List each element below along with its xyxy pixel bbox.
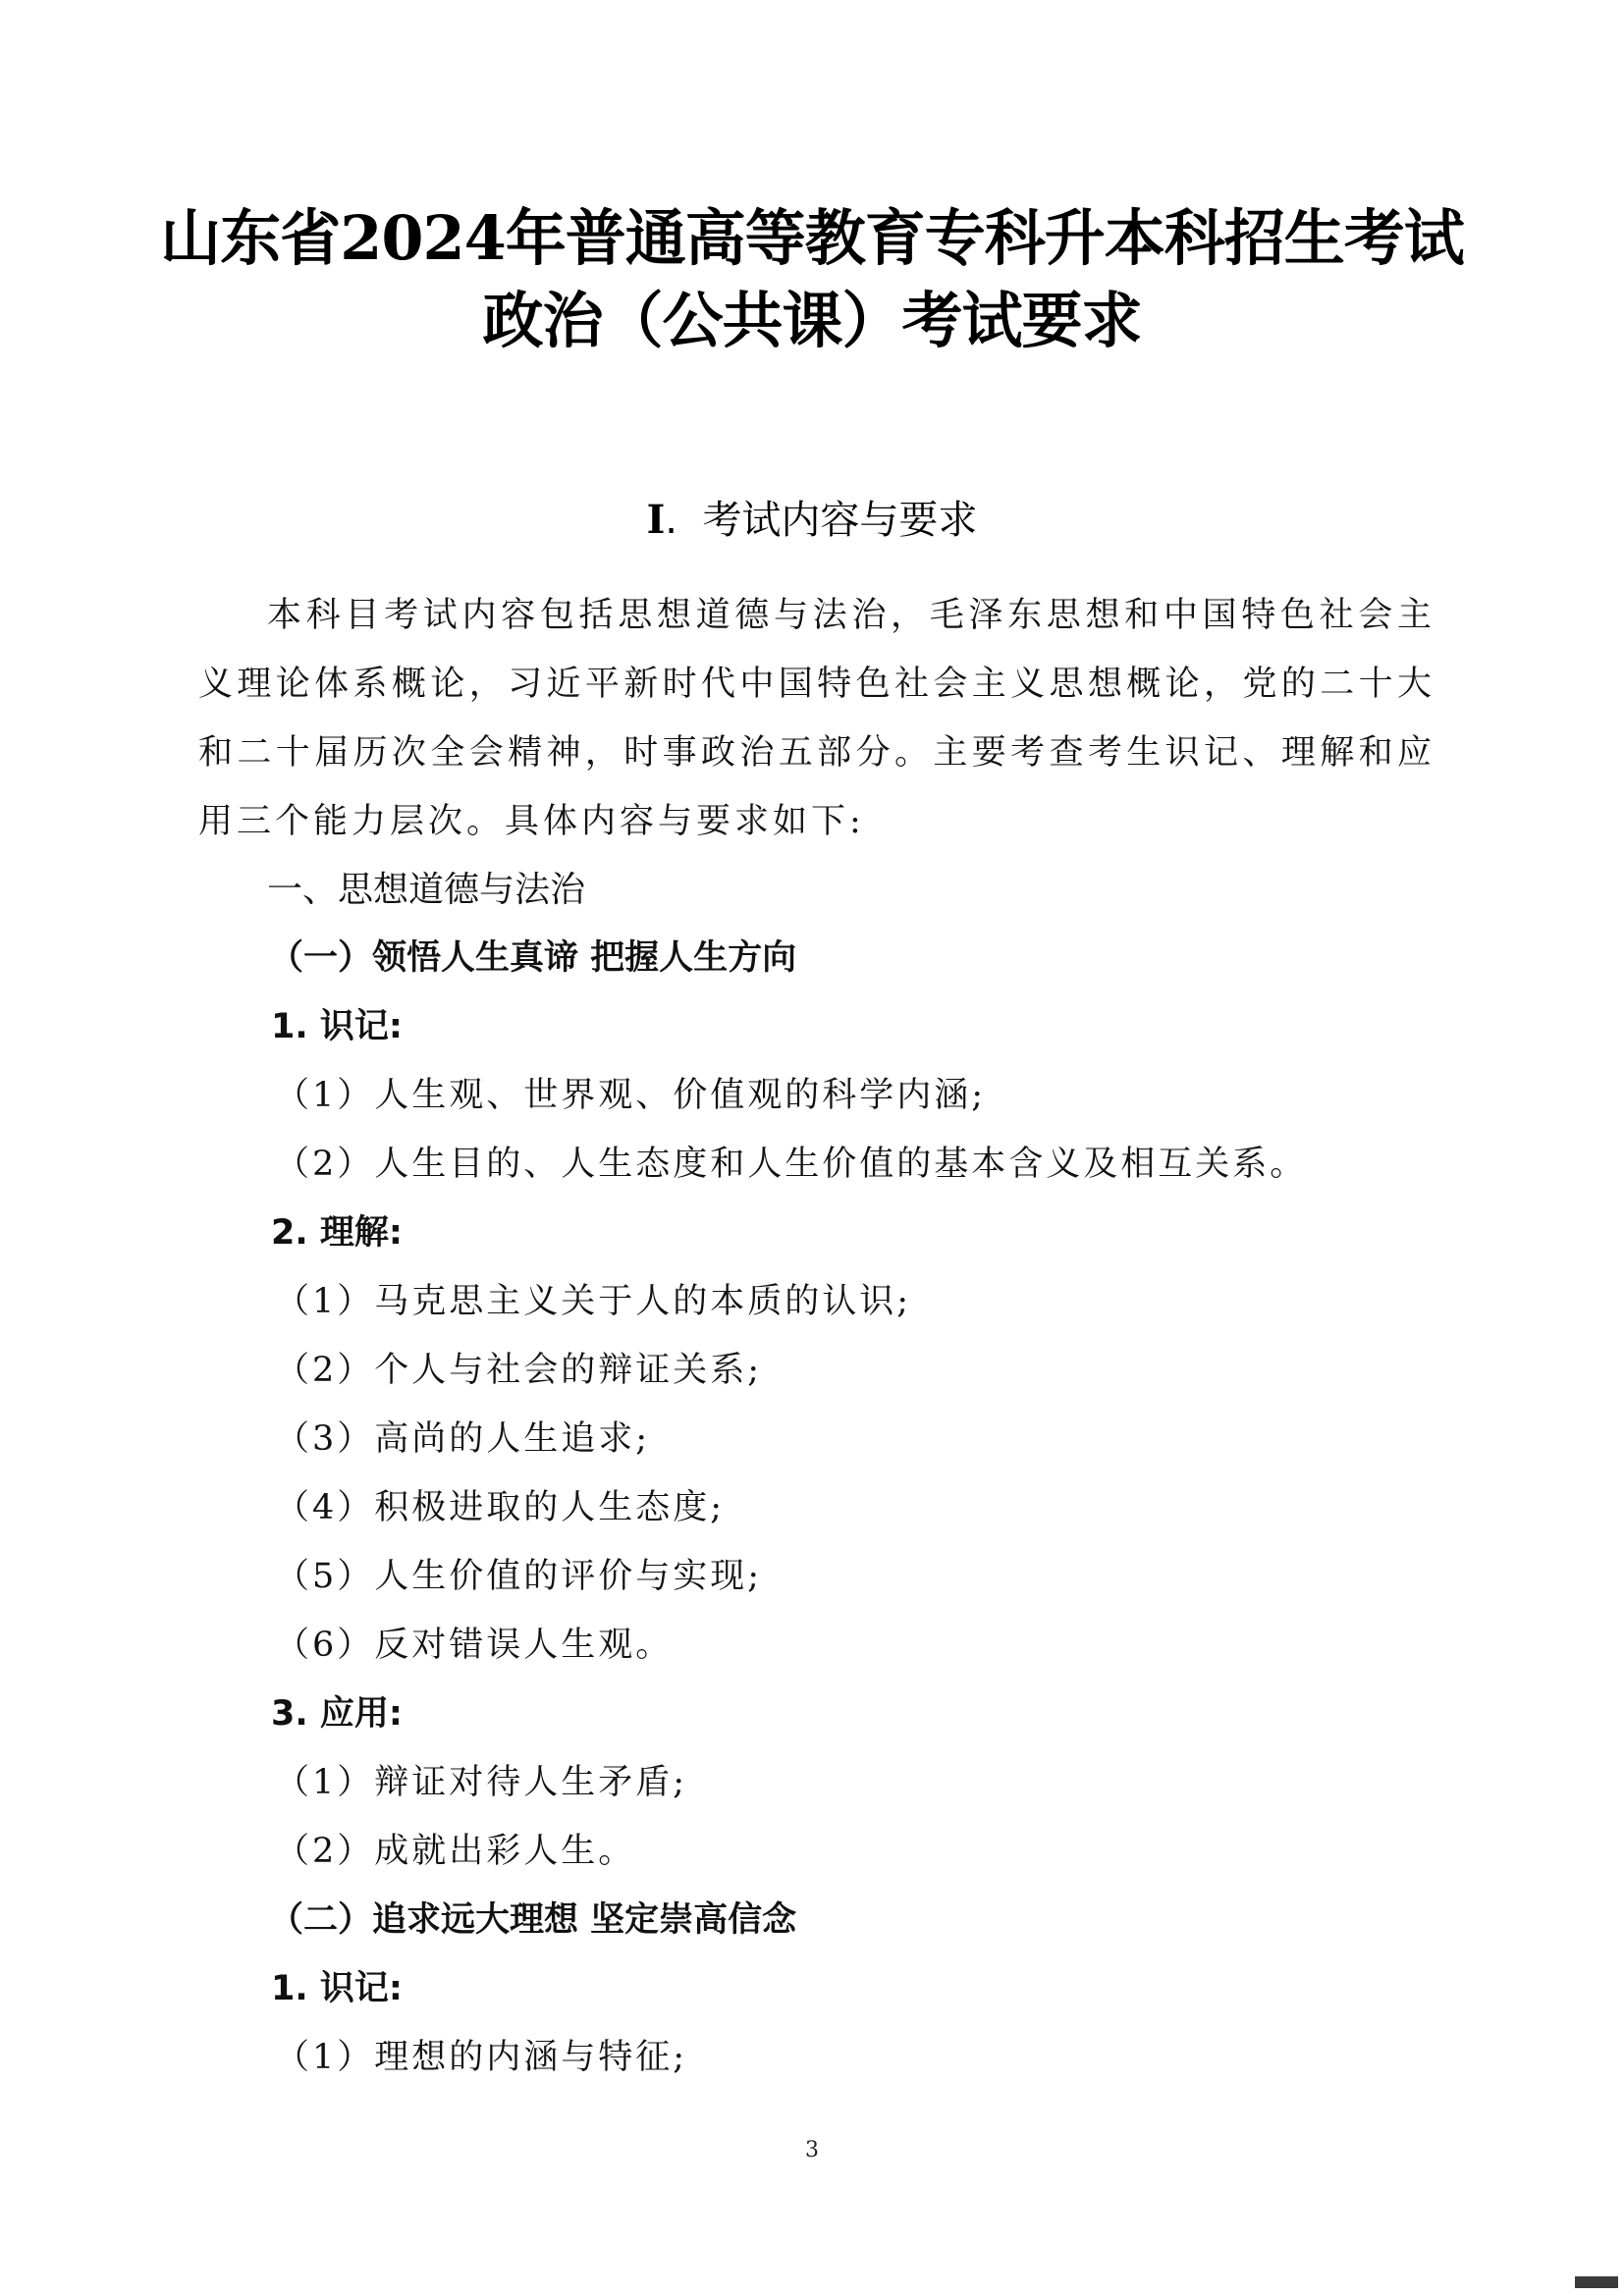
section-heading-numeral: I <box>646 497 666 543</box>
page-number: 3 <box>805 2138 819 2163</box>
document-title-line-2: 政治（公共课）考试要求 <box>482 285 1142 356</box>
chapter-2-heading: （二）追求远大理想 坚定崇高信念 <box>269 1900 797 1940</box>
chapter-1-understand-item-6: （6）反对错误人生观。 <box>275 1626 674 1665</box>
chapter-1-understand-item-3: （3）高尚的人生追求; <box>275 1419 651 1459</box>
intro-paragraph: 本科目考试内容包括思想道德与法治，毛泽东思想和中国特色社会主义理论体系概论，习近平新时代中国特色社会主义思想概论，党的二十大和二十届历次全会精神，时事政治五部分。主要考查考生识记、理解和应用三个能力层次。具体内容与要求如下: <box>198 596 1435 841</box>
chapter-1-recall-label: 1. 识记: <box>271 1007 403 1046</box>
section-heading-text: 考试内容与要求 <box>702 498 978 543</box>
chapter-2-recall-label: 1. 识记: <box>271 1969 403 2008</box>
chapter-1-apply-item-1: （1）辩证对待人生矛盾; <box>275 1763 688 1802</box>
part-one-heading: 一、思想道德与法治 <box>267 870 586 910</box>
chapter-1-apply-label: 3. 应用: <box>271 1694 403 1734</box>
section-heading-separator: . <box>665 498 677 543</box>
corner-watermark <box>1575 2276 1618 2288</box>
chapter-1-heading: （一）领悟人生真谛 把握人生方向 <box>269 938 797 978</box>
chapter-2-recall-item-1: （1）理想的内涵与特征; <box>275 2038 688 2077</box>
chapter-1-apply-item-2: （2）成就出彩人生。 <box>275 1832 636 1871</box>
chapter-1-understand-item-1: （1）马克思主义关于人的本质的认识; <box>275 1282 912 1321</box>
chapter-1-understand-label: 2. 理解: <box>271 1213 403 1253</box>
chapter-1-understand-item-5: （5）人生价值的评价与实现; <box>275 1557 763 1596</box>
document-title-line-1: 山东省2024年普通高等教育专科升本科招生考试 <box>160 202 1464 274</box>
chapter-1-understand-item-4: （4）积极进取的人生态度; <box>275 1488 726 1527</box>
chapter-1-recall-item-1: （1）人生观、世界观、价值观的科学内涵; <box>275 1076 987 1115</box>
chapter-1-recall-item-2: （2）人生目的、人生态度和人生价值的基本含义及相互关系。 <box>275 1145 1308 1184</box>
section-heading <box>0 497 1624 543</box>
chapter-1-understand-item-2: （2）个人与社会的辩证关系; <box>275 1351 763 1390</box>
